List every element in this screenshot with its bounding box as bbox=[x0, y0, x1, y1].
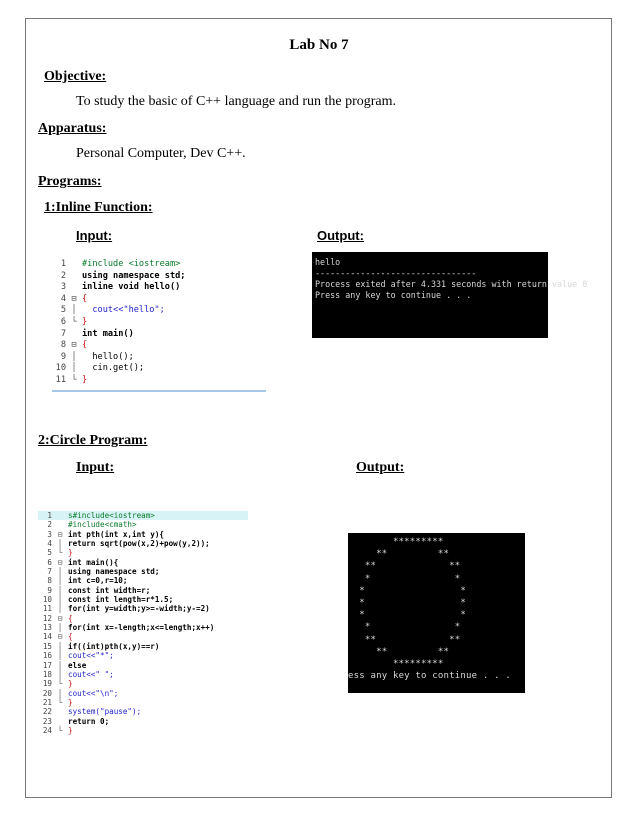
fold-gutter-icon: └ bbox=[71, 316, 77, 327]
code-text: } bbox=[68, 725, 73, 735]
line-number: 6 bbox=[47, 557, 52, 567]
code-line bbox=[52, 259, 266, 271]
console-line: * * bbox=[348, 585, 466, 596]
code-line bbox=[52, 282, 266, 294]
code-line bbox=[52, 271, 266, 283]
fold-gutter-icon: │ bbox=[57, 585, 63, 595]
program2-input-label: Input: bbox=[76, 460, 115, 475]
code-text: int main(){ bbox=[68, 557, 119, 567]
line-number: 1 bbox=[60, 259, 66, 269]
console-line: * * bbox=[348, 573, 461, 584]
fold-gutter-icon: └ bbox=[57, 725, 63, 735]
console-line: ** ** bbox=[348, 646, 450, 657]
fold-gutter-icon: │ bbox=[71, 363, 77, 374]
program1-input-label: Input: bbox=[76, 228, 113, 243]
line-number: 4 bbox=[47, 539, 52, 549]
line-number: 10 bbox=[42, 595, 52, 605]
line-number: 16 bbox=[42, 651, 52, 661]
code-text: int main() bbox=[82, 328, 134, 339]
code-line bbox=[52, 375, 266, 387]
code-line bbox=[38, 707, 248, 716]
line-number: 14 bbox=[42, 632, 52, 642]
code-line bbox=[38, 670, 248, 679]
code-text: { bbox=[82, 340, 88, 351]
line-number: 17 bbox=[42, 660, 52, 670]
code-line bbox=[38, 511, 248, 520]
console-line: ** ** bbox=[348, 634, 461, 645]
program2-heading: 2:Circle Program: bbox=[38, 433, 148, 448]
console-line: ** ** bbox=[348, 561, 461, 572]
code-line bbox=[38, 689, 248, 698]
code-line bbox=[38, 567, 248, 576]
fold-gutter-icon: ⊟ bbox=[71, 293, 77, 304]
code-text: s#include<iostream> bbox=[68, 511, 155, 520]
code-line bbox=[52, 329, 266, 341]
line-number: 3 bbox=[60, 282, 66, 293]
code-text: cout<<"*"; bbox=[68, 651, 114, 661]
fold-gutter-icon: │ bbox=[57, 660, 63, 670]
program1-code-editor bbox=[52, 259, 266, 392]
code-line bbox=[38, 539, 248, 548]
objective-text: To study the basic of C++ language and run the program. bbox=[76, 94, 397, 109]
code-line bbox=[38, 661, 248, 670]
code-line bbox=[38, 623, 248, 632]
line-number: 2 bbox=[60, 270, 66, 281]
line-number: 23 bbox=[42, 716, 52, 726]
code-text: using namespace std; bbox=[82, 270, 186, 281]
fold-gutter-icon: │ bbox=[57, 539, 63, 549]
code-text: { bbox=[68, 613, 73, 623]
code-line bbox=[38, 576, 248, 585]
code-text: cout<<"hello"; bbox=[82, 305, 165, 316]
code-text: int pth(int x,int y){ bbox=[68, 529, 165, 539]
code-text: using namespace std; bbox=[68, 567, 160, 577]
code-text: else bbox=[68, 660, 87, 670]
code-text: inline void hello() bbox=[82, 282, 181, 293]
fold-gutter-icon: └ bbox=[57, 679, 63, 689]
line-number: 21 bbox=[42, 697, 52, 707]
line-number: 4 bbox=[60, 293, 66, 304]
code-text: for(int y=width;y>=-width;y-=2) bbox=[68, 604, 210, 614]
code-text: #include <iostream> bbox=[82, 259, 181, 269]
document-title: Lab No 7 bbox=[289, 37, 349, 53]
console-line: Press any key to continue . . . bbox=[315, 290, 472, 300]
fold-gutter-icon: │ bbox=[57, 651, 63, 661]
line-number: 6 bbox=[60, 316, 66, 327]
line-number: 5 bbox=[47, 548, 52, 558]
fold-gutter-icon: │ bbox=[57, 604, 63, 614]
code-text: } bbox=[82, 374, 88, 385]
console-line: hello bbox=[315, 257, 341, 267]
code-line bbox=[38, 698, 248, 707]
console-line: * * bbox=[348, 598, 466, 609]
console-line: ess any key to continue . . . bbox=[348, 671, 511, 682]
code-text: return 0; bbox=[68, 716, 110, 726]
fold-gutter-icon: │ bbox=[57, 669, 63, 679]
code-line bbox=[52, 363, 266, 375]
fold-gutter-icon: │ bbox=[57, 641, 63, 651]
program2-output-label: Output: bbox=[356, 460, 405, 475]
code-text: hello(); bbox=[82, 351, 134, 362]
fold-gutter-icon: ⊟ bbox=[57, 557, 63, 567]
program2-code-editor bbox=[38, 511, 248, 737]
code-line bbox=[38, 586, 248, 595]
console-line: ********* bbox=[348, 659, 444, 670]
code-text: } bbox=[68, 679, 73, 689]
code-line bbox=[38, 595, 248, 604]
fold-gutter-icon: ⊟ bbox=[71, 340, 77, 351]
code-text: } bbox=[82, 316, 88, 327]
line-number: 15 bbox=[42, 641, 52, 651]
code-text: { bbox=[68, 632, 73, 642]
code-line bbox=[52, 352, 266, 364]
code-text: const int width=r; bbox=[68, 585, 151, 595]
line-number: 1 bbox=[47, 511, 52, 520]
console-line: -------------------------------- bbox=[315, 268, 477, 278]
code-line bbox=[38, 726, 248, 735]
code-text: const int length=r*1.5; bbox=[68, 595, 174, 605]
code-text: #include<cmath> bbox=[68, 520, 137, 530]
code-text: { bbox=[82, 293, 88, 304]
code-text: for(int x=-length;x<=length;x++) bbox=[68, 623, 215, 633]
line-number: 11 bbox=[55, 374, 66, 385]
code-text: return sqrt(pow(x,2)+pow(y,2)); bbox=[68, 539, 210, 549]
line-number: 11 bbox=[42, 604, 52, 614]
code-line bbox=[38, 604, 248, 613]
program1-heading: 1:Inline Function: bbox=[44, 200, 153, 215]
fold-gutter-icon: └ bbox=[71, 374, 77, 385]
line-number: 24 bbox=[42, 725, 52, 735]
program1-output-label: Output: bbox=[317, 228, 364, 243]
line-number: 12 bbox=[42, 613, 52, 623]
objective-heading: Objective: bbox=[44, 69, 107, 84]
code-text: int c=0,r=10; bbox=[68, 576, 128, 586]
code-line bbox=[38, 558, 248, 567]
fold-gutter-icon: ⊟ bbox=[57, 613, 63, 623]
code-line bbox=[38, 642, 248, 651]
console-line: ** ** bbox=[348, 549, 450, 560]
line-number: 9 bbox=[47, 585, 52, 595]
program2-console-output bbox=[348, 533, 525, 693]
line-number: 7 bbox=[47, 567, 52, 577]
code-text: cin.get(); bbox=[82, 363, 145, 374]
line-number: 7 bbox=[60, 328, 66, 339]
code-line bbox=[38, 651, 248, 660]
fold-gutter-icon: │ bbox=[57, 576, 63, 586]
line-number: 8 bbox=[60, 340, 66, 351]
line-number: 18 bbox=[42, 669, 52, 679]
code-line bbox=[38, 530, 248, 539]
code-text: } bbox=[68, 697, 73, 707]
fold-gutter-icon: ⊟ bbox=[57, 632, 63, 642]
code-line bbox=[52, 294, 266, 306]
code-line bbox=[38, 520, 248, 529]
fold-gutter-icon: │ bbox=[57, 688, 63, 698]
code-line bbox=[52, 305, 266, 317]
fold-gutter-icon: │ bbox=[71, 351, 77, 362]
code-text: cout<<"\n"; bbox=[68, 688, 119, 698]
line-number: 9 bbox=[60, 351, 66, 362]
console-line: * * bbox=[348, 610, 466, 621]
console-line: Process exited after 4.331 seconds with return value 0 bbox=[315, 279, 588, 289]
apparatus-heading: Apparatus: bbox=[38, 121, 107, 136]
console-line: ********* bbox=[348, 537, 444, 547]
line-number: 8 bbox=[47, 576, 52, 586]
line-number: 2 bbox=[47, 520, 52, 530]
fold-gutter-icon: │ bbox=[57, 567, 63, 577]
code-text: cout<<" "; bbox=[68, 669, 114, 679]
line-number: 20 bbox=[42, 688, 52, 698]
code-line bbox=[52, 340, 266, 352]
code-line bbox=[52, 317, 266, 329]
line-number: 13 bbox=[42, 623, 52, 633]
fold-gutter-icon: │ bbox=[57, 595, 63, 605]
line-number: 3 bbox=[47, 529, 52, 539]
code-line bbox=[38, 717, 248, 726]
fold-gutter-icon: │ bbox=[71, 305, 77, 316]
line-number: 10 bbox=[55, 363, 66, 374]
code-text: } bbox=[68, 548, 73, 558]
code-text: if((int)pth(x,y)==r) bbox=[68, 641, 160, 651]
console-line: * * bbox=[348, 622, 461, 633]
code-line bbox=[38, 614, 248, 623]
code-line bbox=[38, 632, 248, 641]
code-text: system("pause"); bbox=[68, 707, 142, 717]
code-line bbox=[38, 548, 248, 557]
fold-gutter-icon: └ bbox=[57, 697, 63, 707]
fold-gutter-icon: └ bbox=[57, 548, 63, 558]
line-number: 5 bbox=[60, 305, 66, 316]
fold-gutter-icon: ⊟ bbox=[57, 529, 63, 539]
line-number: 19 bbox=[42, 679, 52, 689]
code-line bbox=[38, 679, 248, 688]
line-number: 22 bbox=[42, 707, 52, 717]
fold-gutter-icon: │ bbox=[57, 623, 63, 633]
apparatus-text: Personal Computer, Dev C++. bbox=[76, 146, 246, 161]
programs-heading: Programs: bbox=[38, 174, 102, 189]
program1-console-output bbox=[312, 252, 588, 338]
